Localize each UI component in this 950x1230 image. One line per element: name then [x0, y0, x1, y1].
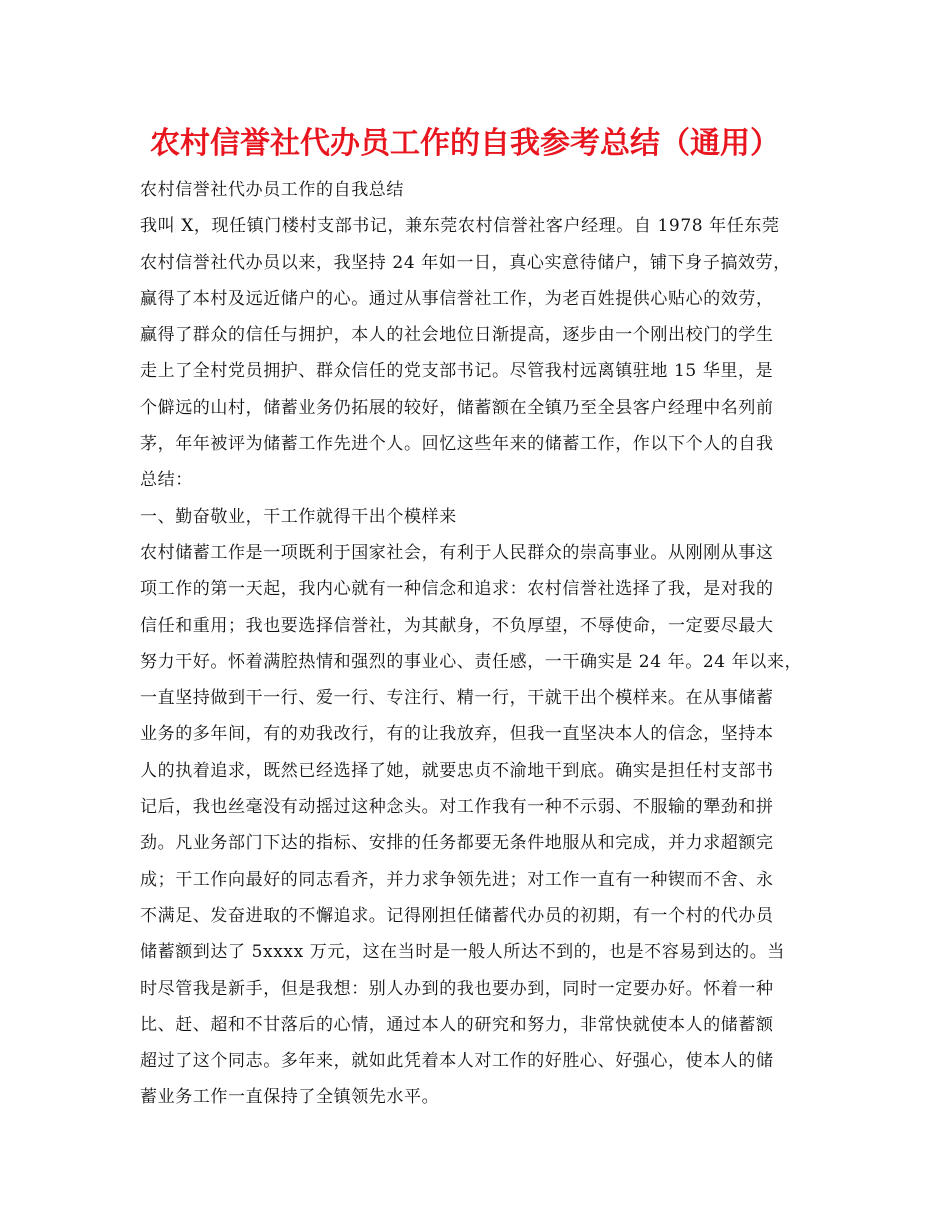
- body-line: 农村信誉社代办员以来，我坚持 24 年如一日，真心实意待储户，铺下身子搞效劳，: [140, 252, 791, 273]
- section-heading: 一、勤奋敬业，干工作就得干出个模样来: [140, 506, 457, 527]
- body-line: 记后，我也丝毫没有动摇过这种念头。对工作我有一种不示弱、不服输的犟劲和拼: [140, 797, 774, 818]
- body-line: 储蓄额到达了 5xxxx 万元，这在当时是一般人所达不到的，也是不容易到达的。当: [140, 942, 785, 963]
- body-line: 农村储蓄工作是一项既利于国家社会，有利于人民群众的崇高事业。从刚刚从事这: [140, 542, 774, 563]
- body-line: 一直坚持做到干一行、爱一行、专注行、精一行，干就干出个模样来。在从事储蓄: [140, 688, 774, 709]
- body-line: 走上了全村党员拥护、群众信任的党支部书记。尽管我村远离镇驻地 15 华里，是: [140, 361, 774, 382]
- document-body: [140, 172, 815, 1116]
- body-line: 赢得了群众的信任与拥护，本人的社会地位日渐提高，逐步由一个刚出校门的学生: [140, 325, 774, 346]
- body-line: 努力干好。怀着满腔热情和强烈的事业心、责任感，一干确实是 24 年。24 年以来，: [140, 651, 803, 672]
- body-line: 个僻远的山村，储蓄业务仍拓展的较好，储蓄额在全镇乃至全县客户经理中名列前: [140, 397, 774, 418]
- document-title: 农村信誉社代办员工作的自我参考总结（通用）: [150, 126, 780, 161]
- body-line: 蓄业务工作一直保持了全镇领先水平。: [140, 1087, 440, 1108]
- body-line: 比、赶、超和不甘落后的心情，通过本人的研究和努力，非常快就使本人的储蓄额: [140, 1014, 774, 1035]
- body-line: 项工作的第一天起，我内心就有一种信念和追求：农村信誉社选择了我，是对我的: [140, 579, 774, 600]
- body-line: 信任和重用；我也要选择信誉社，为其献身，不负厚望，不辱使命，一定要尽最大: [140, 615, 774, 636]
- body-line: 成；干工作向最好的同志看齐，并力求争领先进；对工作一直有一种锲而不舍、永: [140, 869, 774, 890]
- body-line: 农村信誉社代办员工作的自我总结: [140, 180, 404, 200]
- body-line: 人的执着追求，既然已经选择了她，就要忠贞不渝地干到底。确实是担任村支部书: [140, 760, 774, 781]
- body-line: 我叫 X，现任镇门楼村支部书记，兼东莞农村信誉社客户经理。自 1978 年任东莞: [140, 216, 780, 237]
- body-line: 茅，年年被评为储蓄工作先进个人。回忆这些年来的储蓄工作，作以下个人的自我: [140, 434, 774, 455]
- body-line: 赢得了本村及远近储户的心。通过从事信誉社工作，为老百姓提供心贴心的效劳，: [140, 288, 774, 309]
- body-line: 超过了这个同志。多年来，就如此凭着本人对工作的好胜心、好强心，使本人的储: [140, 1051, 774, 1072]
- body-line: 业务的多年间，有的劝我改行，有的让我放弃，但我一直坚决本人的信念，坚持本: [140, 724, 774, 745]
- body-line: 劲。凡业务部门下达的指标、安排的任务都要无条件地服从和完成，并力求超额完: [140, 833, 774, 854]
- body-line: 不满足、发奋进取的不懈追求。记得刚担任储蓄代办员的初期，有一个村的代办员: [140, 905, 774, 926]
- body-line: 时尽管我是新手，但是我想：别人办到的我也要办到，同时一定要办好。怀着一种: [140, 978, 774, 999]
- body-line: 总结：: [140, 470, 193, 491]
